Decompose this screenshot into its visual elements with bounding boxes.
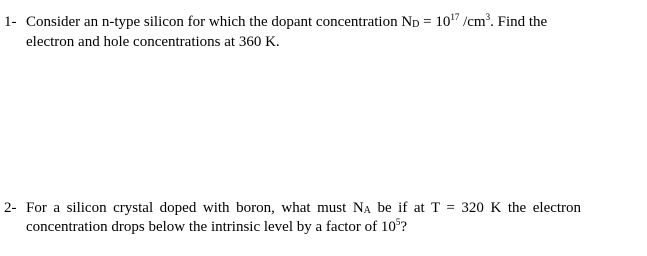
problem-text: ?	[400, 219, 408, 235]
problem-text: Consider an n-type silicon for which the dopant concentration N	[26, 14, 413, 30]
superscript: 17	[450, 12, 460, 22]
problem-number: 2-	[4, 200, 17, 216]
problem-1-line-2: electron and hole concentrations at 360 K.	[26, 34, 280, 50]
problem-text: = 10	[419, 14, 451, 30]
problem-1-line-1	[4, 13, 547, 32]
problem-2-line-2	[26, 218, 407, 237]
superscript: 5	[395, 217, 401, 227]
problem-text: For a silicon crystal doped with boron, what must N	[26, 200, 364, 216]
problem-text: be if at T = 320 K the electron	[370, 200, 582, 216]
problem-text: concentration drops below the intrinsic level by a factor of 10	[26, 219, 396, 235]
subscript: A	[363, 205, 371, 216]
superscript: 3	[485, 12, 491, 22]
problem-text: /cm	[459, 14, 486, 30]
problem-number: 1-	[4, 14, 17, 30]
problem-text: . Find the	[490, 14, 548, 30]
subscript: D	[412, 19, 420, 30]
problem-2-line-1	[4, 199, 581, 218]
